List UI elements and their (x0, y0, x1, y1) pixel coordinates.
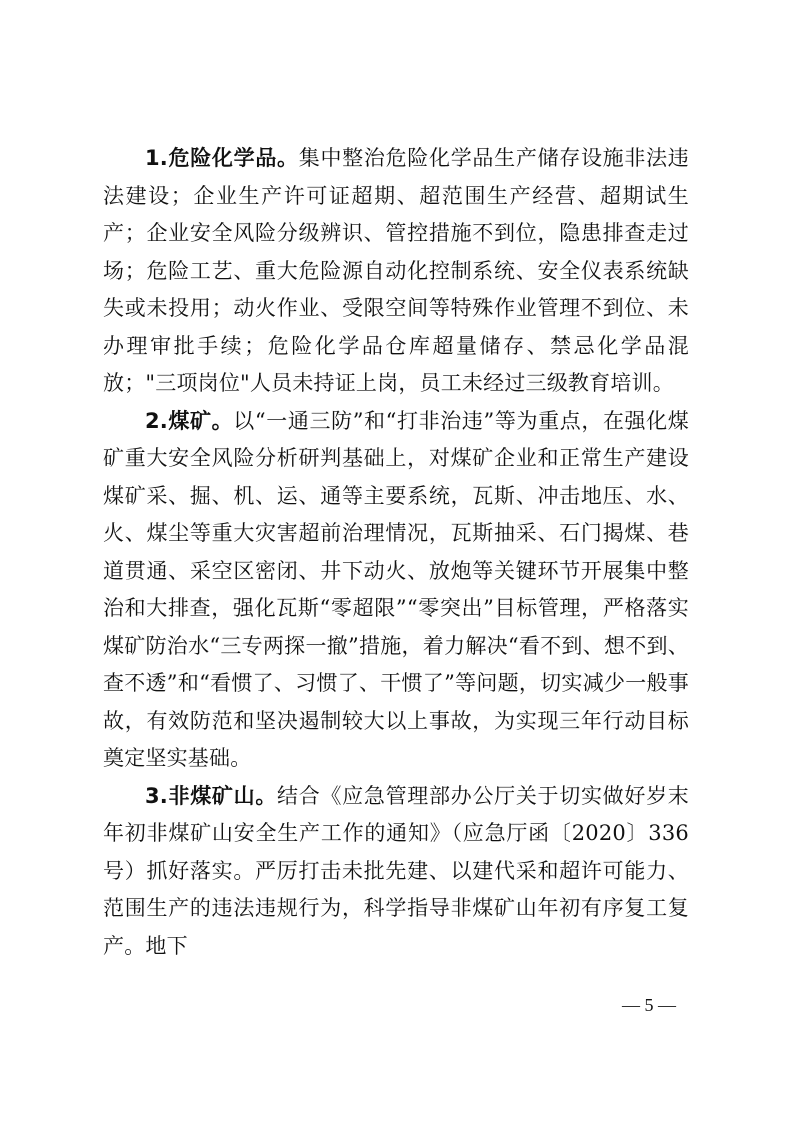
paragraph-heading: 3.非煤矿山。 (145, 783, 278, 808)
page-number: — 5 — (622, 995, 676, 1015)
paragraph-non-coal-mines (103, 778, 689, 966)
document-body (103, 140, 689, 965)
paragraph-coal-mines (103, 403, 689, 778)
paragraph-text: 集中整治危险化学品生产储存设施非法违法建设；企业生产许可证超期、超范围生产经营、超期试生产；企业安全风险分级辨识、管控措施不到位，隐患排查走过场；危险工艺、重大危险源自动化控制系统、安全仪表系统缺失或未投用；动火作业、受限空间等特殊作业管理不到位、未办理审批手续；危险化学品仓库超量储存、禁忌化学品混放；"三项岗位"人员未持证上岗，员工未经过三级教育培训。 (103, 146, 689, 395)
paragraph-heading: 2.煤矿。 (145, 408, 234, 433)
paragraph-hazardous-chemicals (103, 140, 689, 403)
paragraph-heading: 1.危险化学品。 (145, 146, 299, 170)
paragraph-text: 以“一通三防”和“打非治违”等为重点，在强化煤矿重大安全风险分析研判基础上，对煤矿企业和正常生产建设煤矿采、掘、机、运、通等主要系统，瓦斯、冲击地压、水、火、煤尘等重大灾害超前治理情况，瓦斯抽采、石门揭煤、巷道贯通、采空区密闭、井下动火、放炮等关键环节开展集中整治和大排查，强化瓦斯“零超限”“零突出”目标管理，严格落实煤矿防治水“三专两探一撤”措施，着力解决“看不到、想不到、查不透”和“看惯了、习惯了、干惯了”等问题，切实减少一般事故，有效防范和坚决遏制较大以上事故，为实现三年行动目标奠定坚实基础。 (103, 408, 689, 770)
paragraph-text: 结合《应急管理部办公厅关于切实做好岁末年初非煤矿山安全生产工作的通知》（应急厅函〔2020〕336号）抓好落实。严厉打击未批先建、以建代采和超许可能力、范围生产的违法违规行为，科学指导非煤矿山年初有序复工复产。地下 (103, 783, 689, 958)
